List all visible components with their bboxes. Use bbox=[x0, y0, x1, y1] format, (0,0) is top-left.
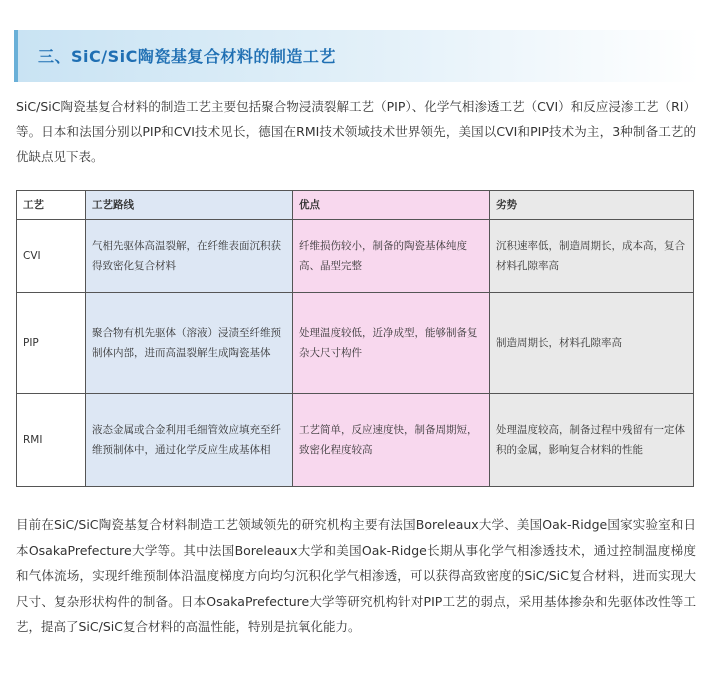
header-route: 工艺路线 bbox=[86, 191, 293, 220]
table-row bbox=[17, 293, 694, 394]
cell-advantages: 处理温度较低，近净成型，能够制备复杂大尺寸构件 bbox=[293, 293, 490, 394]
process-comparison-table bbox=[16, 190, 694, 487]
header-advantages: 优点 bbox=[293, 191, 490, 220]
cell-disadvantages: 沉积速率低，制造周期长，成本高，复合材料孔隙率高 bbox=[490, 220, 694, 293]
cell-process: RMI bbox=[17, 394, 86, 487]
header-process: 工艺 bbox=[17, 191, 86, 220]
section-title: 三、SiC/SiC陶瓷基复合材料的制造工艺 bbox=[38, 47, 336, 66]
header-disadvantages: 劣势 bbox=[490, 191, 694, 220]
table-header-row bbox=[17, 191, 694, 220]
cell-route: 气相先驱体高温裂解，在纤维表面沉积获得致密化复合材料 bbox=[86, 220, 293, 293]
cell-advantages: 纤维损伤较小，制备的陶瓷基体纯度高、晶型完整 bbox=[293, 220, 490, 293]
cell-advantages: 工艺简单，反应速度快，制备周期短，致密化程度较高 bbox=[293, 394, 490, 487]
closing-paragraph: 目前在SiC/SiC陶瓷基复合材料制造工艺领域领先的研究机构主要有法国Boreleaux大学、美国Oak-Ridge国家实验室和日本OsakaPrefecture大学等。其中法国Boreleaux大学和美国Oak-Ridge长期从事化学气相渗透技术，通过控制温度梯度和气体流场，实现纤维预制体沿温度梯度方向均匀沉积化学气相渗透，可以获得高致密度的SiC/SiC复合材料，进而实现大尺寸、复杂形状构件的制备。日本OsakaPrefecture大学等研究机构针对PIP工艺的弱点，采用基体掺杂和先驱体改性等工艺，提高了SiC/SiC复合材料的高温性能，特别是抗氧化能力。 bbox=[16, 517, 696, 634]
table-row bbox=[17, 220, 694, 293]
table-row bbox=[17, 394, 694, 487]
cell-process: CVI bbox=[17, 220, 86, 293]
cell-route: 聚合物有机先驱体（溶液）浸渍至纤维预制体内部，进而高温裂解生成陶瓷基体 bbox=[86, 293, 293, 394]
cell-disadvantages: 处理温度较高，制备过程中残留有一定体积的金属，影响复合材料的性能 bbox=[490, 394, 694, 487]
section-header-bar bbox=[14, 30, 700, 82]
cell-process: PIP bbox=[17, 293, 86, 394]
intro-paragraph: SiC/SiC陶瓷基复合材料的制造工艺主要包括聚合物浸渍裂解工艺（PIP）、化学气相渗透工艺（CVI）和反应浸渗工艺（RI）等。日本和法国分别以PIP和CVI技术见长，德国在RMI技术领域技术世界领先，美国以CVI和PIP技术为主，3种制备工艺的优缺点见下表。 bbox=[16, 99, 696, 164]
cell-route: 液态金属或合金利用毛细管效应填充至纤维预制体中，通过化学反应生成基体相 bbox=[86, 394, 293, 487]
cell-disadvantages: 制造周期长，材料孔隙率高 bbox=[490, 293, 694, 394]
